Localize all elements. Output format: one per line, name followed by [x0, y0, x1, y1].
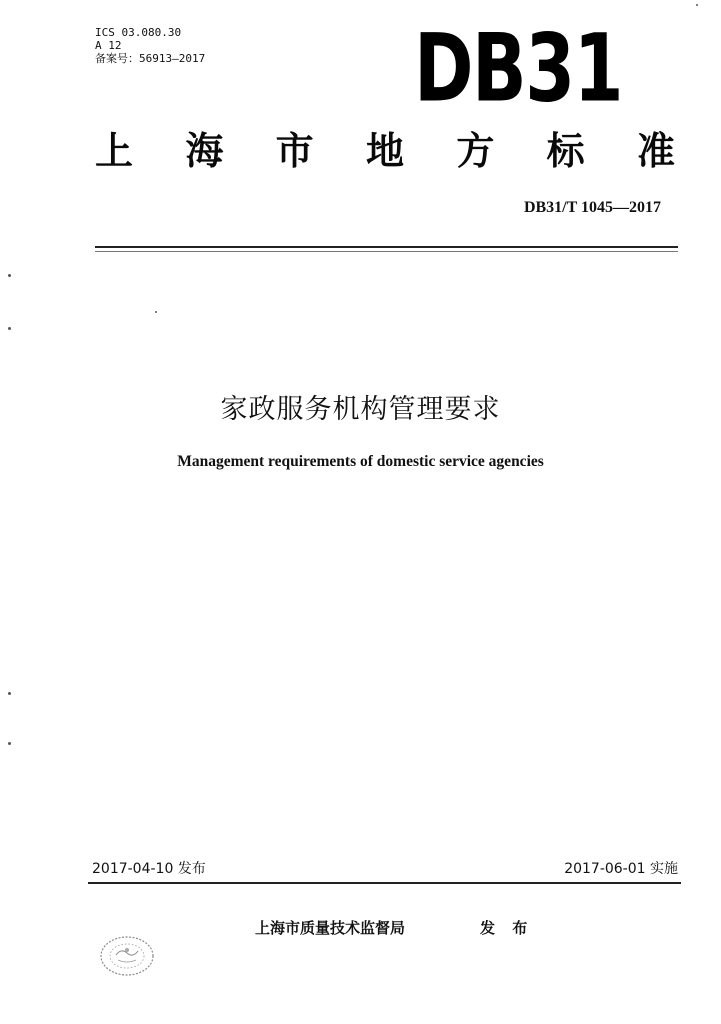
effective-date: 2017-06-01 实施: [564, 861, 678, 877]
standard-type-char: 海: [185, 129, 224, 173]
header-divider-thin: [95, 251, 678, 252]
document-title-chinese: 家政服务机构管理要求: [220, 394, 501, 425]
scan-speck: [8, 742, 11, 745]
scan-speck: [696, 4, 698, 6]
db31-logo: DB31: [414, 13, 622, 124]
issue-label: 发 布: [480, 919, 534, 937]
scan-speck: [8, 692, 11, 695]
classification-block: [95, 26, 205, 65]
category-code: A 12: [95, 39, 122, 52]
standard-type-char: 方: [456, 129, 495, 173]
scan-speck: [8, 327, 11, 330]
release-date: 2017-04-10 发布: [92, 861, 206, 877]
standard-type-char: 标: [546, 129, 585, 173]
issuing-authority: 上海市质量技术监督局: [255, 919, 406, 937]
scan-speck: [8, 274, 11, 277]
standard-type-char: 地: [365, 129, 404, 173]
footer-divider: [88, 882, 681, 884]
standard-type-char: 上: [95, 129, 134, 173]
document-title-english: Management requirements of domestic service agencies: [177, 453, 544, 470]
standard-type-char: 市: [275, 129, 314, 173]
standard-type-char: 准: [636, 129, 675, 173]
standard-type-heading: [95, 128, 675, 174]
scan-speck: [155, 311, 157, 313]
seal-stamp-icon: [96, 933, 158, 979]
standard-number: DB31/T 1045—2017: [523, 199, 661, 216]
header-divider: [95, 246, 678, 248]
ics-code: ICS 03.080.30: [95, 26, 182, 39]
filing-number: 备案号：56913—2017: [95, 52, 206, 65]
